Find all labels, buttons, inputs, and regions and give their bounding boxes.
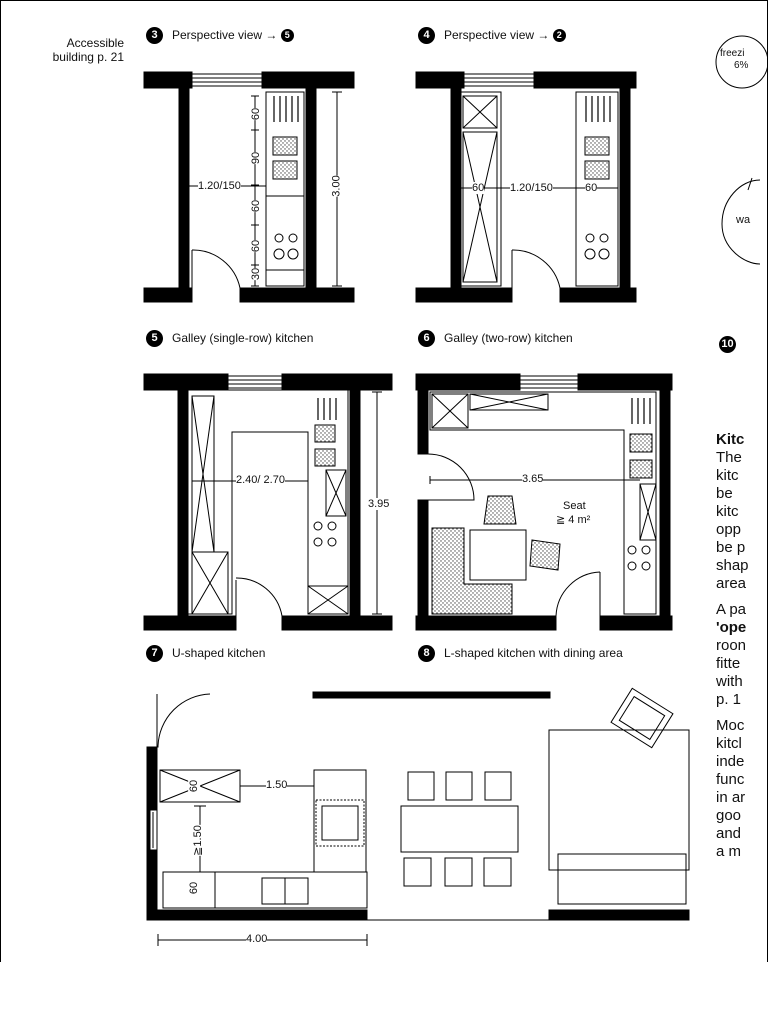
dim-galley1-seg4: 60 bbox=[250, 239, 263, 253]
caption-fig5-text: Galley (single-row) kitchen bbox=[172, 331, 314, 345]
figure-number-3: 3 bbox=[146, 27, 163, 44]
figure-number-6: 6 bbox=[418, 330, 435, 347]
dim-galley1-seg2: 90 bbox=[250, 151, 263, 165]
margin-line: shap bbox=[716, 557, 749, 574]
plan-open-living bbox=[147, 688, 689, 946]
margin-line: goo bbox=[716, 807, 742, 824]
dim-u-length: 3.95 bbox=[368, 498, 390, 510]
margin-badge-line2: 6% bbox=[734, 60, 749, 71]
margin-line: be bbox=[716, 485, 733, 502]
margin-line: with bbox=[716, 673, 743, 690]
dim-galley1-seg1: 60 bbox=[250, 107, 263, 121]
margin-line: roon bbox=[716, 637, 747, 654]
dim-plan-60a: 60 bbox=[188, 779, 201, 793]
margin-line: a m bbox=[716, 843, 742, 860]
margin-line-bold: 'ope bbox=[716, 619, 747, 636]
margin-line: and bbox=[716, 825, 742, 842]
caption-fig6-text: Galley (two-row) kitchen bbox=[444, 331, 573, 345]
margin-line: p. 1 bbox=[716, 691, 742, 708]
seat-area: ≧ 4 m² bbox=[556, 514, 591, 526]
dim-plan-400: 4.00 bbox=[246, 933, 268, 945]
page-bottom-blank bbox=[0, 962, 768, 1024]
margin-badge-line1: freezi bbox=[720, 48, 745, 59]
caption-fig3-text: Perspective view → bbox=[172, 28, 278, 42]
margin-badge bbox=[720, 48, 748, 72]
plan-u-shaped bbox=[144, 374, 392, 630]
caption-fig6 bbox=[418, 330, 573, 347]
margin-line: func bbox=[716, 771, 745, 788]
dim-galley1-length: 3.00 bbox=[330, 175, 343, 197]
figure-number-4: 4 bbox=[418, 27, 435, 44]
dim-u-width: 2.40/ 2.70 bbox=[236, 474, 285, 486]
margin-line: fitte bbox=[716, 655, 741, 672]
caption-fig5 bbox=[146, 330, 313, 347]
dim-galley1-width: 1.20/150 bbox=[198, 180, 241, 192]
margin-line: area bbox=[716, 575, 747, 592]
dim-l-width: 3.65 bbox=[522, 473, 544, 485]
figure-number-5: 5 bbox=[146, 330, 163, 347]
margin-line: be p bbox=[716, 539, 746, 556]
margin-line: inde bbox=[716, 753, 745, 770]
side-note-line1: Accessible bbox=[66, 36, 124, 50]
dim-galley2-left: 60 bbox=[472, 182, 485, 194]
margin-line: opp bbox=[716, 521, 742, 538]
caption-fig7-text: U-shaped kitchen bbox=[172, 646, 266, 660]
margin-line: kitcl bbox=[716, 735, 742, 752]
caption-fig8-text: L-shaped kitchen with dining area bbox=[444, 646, 623, 660]
margin-bubble: wa bbox=[736, 214, 751, 226]
margin-heading: Kitc bbox=[716, 431, 745, 448]
dim-plan-150a: 1.50 bbox=[266, 779, 288, 791]
figure-number-7: 7 bbox=[146, 645, 163, 662]
figure-number-10: 10 bbox=[719, 336, 736, 353]
dim-galley2-right: 60 bbox=[585, 182, 598, 194]
margin-line: The bbox=[716, 449, 742, 466]
margin-line: Moc bbox=[716, 717, 745, 734]
figure-number-8: 8 bbox=[418, 645, 435, 662]
dim-galley1-seg5: 30 bbox=[250, 267, 263, 281]
dim-plan-150b: ≧1.50 bbox=[191, 825, 204, 856]
caption-fig4-text: Perspective view → bbox=[444, 28, 550, 42]
margin-line: in ar bbox=[716, 789, 746, 806]
dim-galley1-seg3: 60 bbox=[250, 199, 263, 213]
plan-l-shaped bbox=[416, 374, 672, 630]
dim-plan-60b: 60 bbox=[188, 881, 201, 895]
caption-fig10 bbox=[719, 336, 745, 353]
side-note-line2: building p. 21 bbox=[52, 50, 124, 64]
margin-line: A pa bbox=[716, 601, 747, 618]
margin-line: kitc bbox=[716, 503, 739, 520]
seat-label: Seat bbox=[563, 500, 586, 512]
caption-fig8 bbox=[418, 645, 623, 662]
dim-galley2-width: 1.20/150 bbox=[510, 182, 553, 194]
margin-text-column bbox=[716, 431, 768, 861]
plan-galley-single bbox=[144, 72, 354, 302]
margin-line: kitc bbox=[716, 467, 739, 484]
caption-fig7 bbox=[146, 645, 265, 662]
figure-ref-2: 2 bbox=[553, 29, 566, 42]
figure-ref-5: 5 bbox=[281, 29, 294, 42]
